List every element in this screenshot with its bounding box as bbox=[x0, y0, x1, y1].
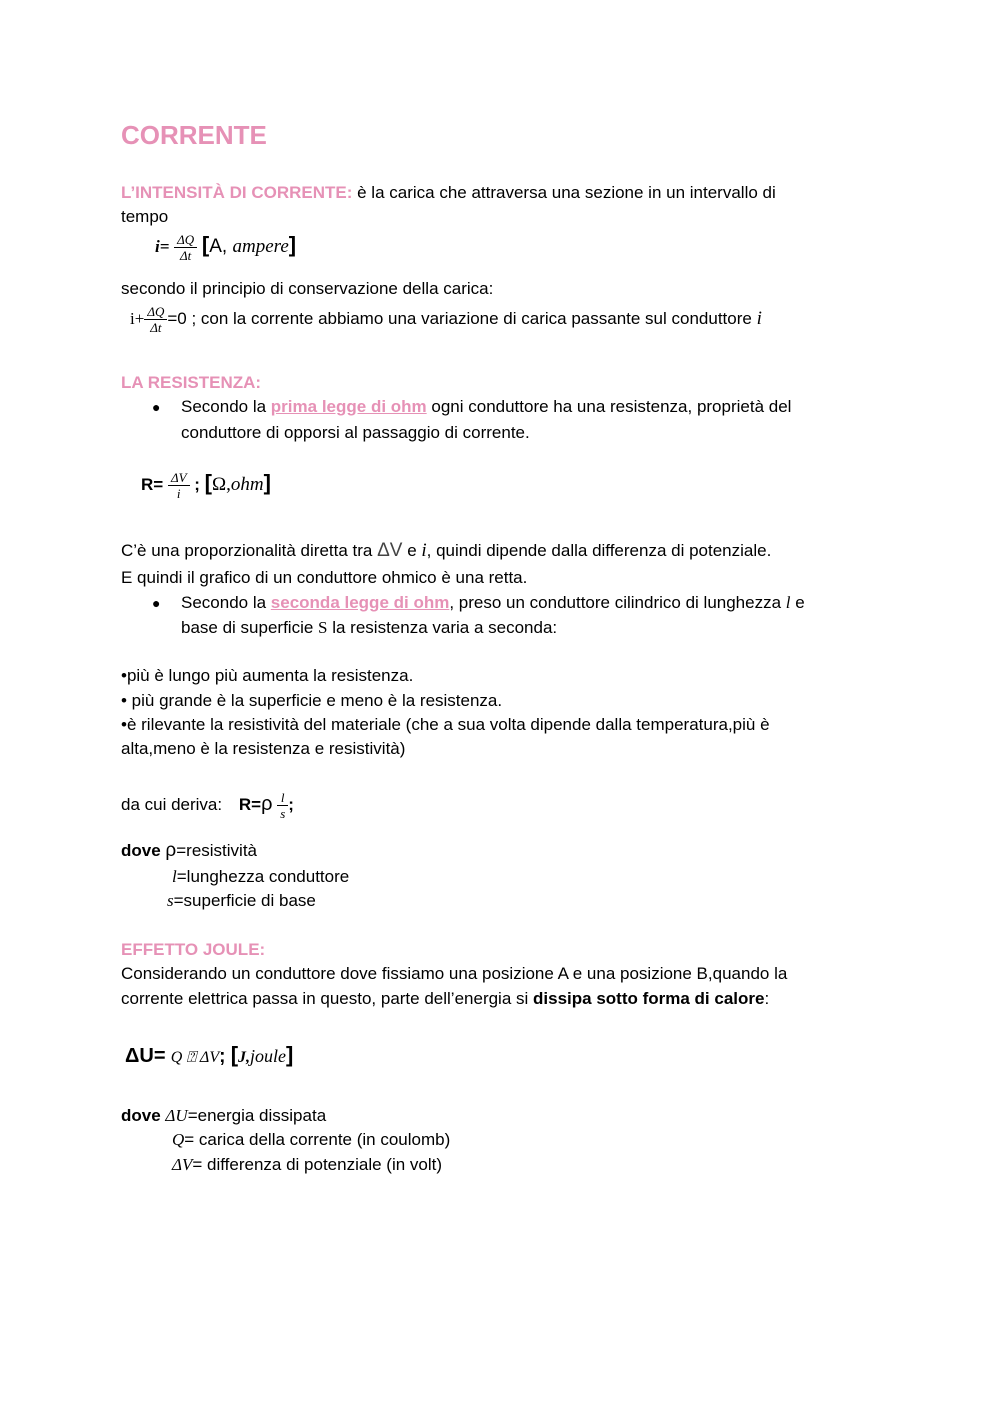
delta-v: ΔV bbox=[377, 540, 403, 561]
formula-r-lhs: R= bbox=[141, 475, 164, 494]
intensita-paragraph bbox=[121, 181, 776, 205]
dove-label: dove bbox=[121, 841, 161, 860]
deriva-label: da cui deriva: bbox=[121, 794, 223, 814]
fraction-dv-i bbox=[168, 470, 190, 501]
definition-s bbox=[167, 889, 316, 913]
intensita-text: è la carica che attraversa una sezione in un intervallo di bbox=[352, 183, 776, 202]
definition-l bbox=[172, 865, 349, 889]
list-item-continued: alta,meno è la resistenza e resistività) bbox=[121, 739, 406, 758]
formula-sep: ; bbox=[194, 475, 205, 494]
text: : bbox=[764, 989, 770, 1008]
formula-sep: ; bbox=[219, 1046, 231, 1067]
unit-bracket-close: ] bbox=[286, 1042, 294, 1067]
bullet-prima-legge-line2: conduttore di opporsi al passaggio di corrente. bbox=[181, 423, 530, 442]
definition-text: =superficie di base bbox=[173, 891, 316, 910]
joule-bold-text: dissipa sotto forma di calore bbox=[533, 989, 765, 1008]
intensita-text-line2: tempo bbox=[121, 207, 169, 226]
unit-symbol: J, bbox=[238, 1049, 251, 1066]
unit-name: ampere bbox=[232, 236, 289, 257]
fraction-numerator: ΔQ bbox=[174, 232, 197, 248]
joule-text-line2 bbox=[121, 987, 769, 1011]
proportionality-line bbox=[121, 539, 771, 563]
current-formula bbox=[155, 232, 296, 263]
definition-text: = differenza di potenziale (in volt) bbox=[192, 1155, 443, 1174]
definition-text: =lunghezza conduttore bbox=[176, 867, 350, 886]
equation-lhs: i+ bbox=[130, 308, 145, 328]
joule-heading: EFFETTO JOULE: bbox=[121, 940, 266, 959]
definition-du bbox=[121, 1104, 326, 1128]
bullet-text: Secondo la bbox=[181, 397, 271, 416]
formula-du-lhs: ΔU= bbox=[125, 1045, 166, 1067]
symbol-l: l bbox=[785, 593, 791, 612]
unit-omega: Ω, bbox=[211, 474, 231, 495]
prima-legge-link[interactable]: prima legge di ohm bbox=[270, 397, 427, 416]
equation-i: i bbox=[756, 307, 762, 329]
rho-symbol: ρ bbox=[261, 792, 273, 815]
fraction-denominator: Δt bbox=[180, 248, 192, 264]
fraction-numerator: ΔQ bbox=[144, 304, 167, 320]
fraction-numerator: ΔV bbox=[168, 470, 190, 486]
bullet-prima-legge bbox=[181, 395, 791, 419]
list-item: •più è lungo più aumenta la resistenza. bbox=[121, 666, 414, 685]
list-item: • più grande è la superficie e meno è la resistenza. bbox=[121, 691, 503, 710]
graph-line: E quindi il grafico di un conduttore ohmico è una retta. bbox=[121, 568, 528, 587]
bullet-dot: ● bbox=[152, 399, 161, 415]
symbol-q: Q bbox=[172, 1130, 185, 1149]
unit-bracket-open: [ bbox=[204, 470, 212, 495]
symbol-s: s bbox=[167, 891, 174, 910]
unit-symbol: A, bbox=[209, 236, 233, 257]
text: , quindi dipende dalla differenza di potenziale. bbox=[426, 541, 772, 560]
definition-text: =resistività bbox=[176, 841, 258, 860]
bullet-text: la resistenza varia a seconda: bbox=[327, 618, 558, 637]
definition-text: = carica della corrente (in coulomb) bbox=[184, 1130, 451, 1149]
unit-name: ohm bbox=[230, 474, 264, 495]
dove-label: dove bbox=[121, 1106, 161, 1125]
fraction-l-s bbox=[277, 790, 288, 821]
joule-formula bbox=[125, 1042, 293, 1068]
unit-bracket-open: [ bbox=[230, 1042, 239, 1067]
fraction-numerator: l bbox=[277, 790, 288, 806]
bullet-text: e bbox=[790, 593, 805, 612]
bullet-text: ogni conduttore ha una resistenza, proprietà del bbox=[426, 397, 792, 416]
unit-name: joule bbox=[250, 1046, 287, 1066]
page-title: CORRENTE bbox=[121, 120, 267, 150]
unit-bracket-close: ] bbox=[263, 470, 271, 495]
bullet-text: Secondo la bbox=[181, 593, 271, 612]
symbol-du: ΔU bbox=[165, 1106, 188, 1125]
formula-end: ; bbox=[288, 794, 294, 814]
text: corrente elettrica passa in questo, parte dell’energia si bbox=[121, 989, 534, 1008]
symbol-s: S bbox=[318, 618, 328, 637]
formula-expression: Q ⍰ ΔV bbox=[170, 1049, 220, 1066]
intensita-heading: L’INTENSITÀ DI CORRENTE: bbox=[121, 183, 353, 202]
bullet-text: , preso un conduttore cilindrico di lunghezza bbox=[449, 593, 786, 612]
rho-symbol: ρ bbox=[165, 840, 177, 861]
joule-text-line1: Considerando un conduttore dove fissiamo una posizione A e una posizione B,quando la bbox=[121, 964, 788, 983]
symbol-i: i bbox=[421, 540, 427, 561]
text: C’è una proporzionalità diretta tra bbox=[121, 541, 378, 560]
resistenza-heading: LA RESISTENZA: bbox=[121, 373, 262, 392]
bullet-seconda-legge-line2 bbox=[181, 616, 557, 640]
fraction-denominator: Δt bbox=[150, 320, 162, 335]
list-item: •è rilevante la resistività del materiale (che a sua volta dipende dalla temperatura,più è bbox=[121, 715, 770, 734]
definition-rho bbox=[121, 839, 257, 863]
fraction-denominator: i bbox=[176, 486, 181, 502]
definition-text: =energia dissipata bbox=[187, 1106, 327, 1125]
fraction-dq-dt bbox=[174, 232, 197, 263]
bullet-text: base di superficie bbox=[181, 618, 319, 637]
seconda-legge-link[interactable]: seconda legge di ohm bbox=[270, 593, 450, 612]
unit-bracket-open: [ bbox=[201, 232, 210, 257]
fraction-dq-dt-2 bbox=[144, 304, 167, 335]
formula-r-lhs: R= bbox=[238, 794, 262, 814]
unit-bracket-close: ] bbox=[288, 232, 297, 257]
formula-i-lhs: i= bbox=[155, 237, 170, 256]
text: e bbox=[402, 541, 422, 560]
bullet-dot: ● bbox=[152, 595, 161, 611]
conservation-equation bbox=[130, 304, 762, 335]
resistance-formula bbox=[141, 470, 271, 501]
symbol-l: l bbox=[172, 867, 177, 886]
definition-dv bbox=[172, 1153, 442, 1177]
symbol-dv: ΔV bbox=[172, 1155, 193, 1174]
fraction-denominator: s bbox=[280, 806, 286, 821]
equation-rest: =0 ; con la corrente abbiamo una variazione di carica passante sul conduttore bbox=[167, 308, 757, 328]
definition-q bbox=[172, 1128, 450, 1152]
bullet-seconda-legge bbox=[181, 591, 805, 615]
derived-formula bbox=[121, 790, 294, 821]
conservation-line: secondo il principio di conservazione della carica: bbox=[121, 279, 494, 298]
